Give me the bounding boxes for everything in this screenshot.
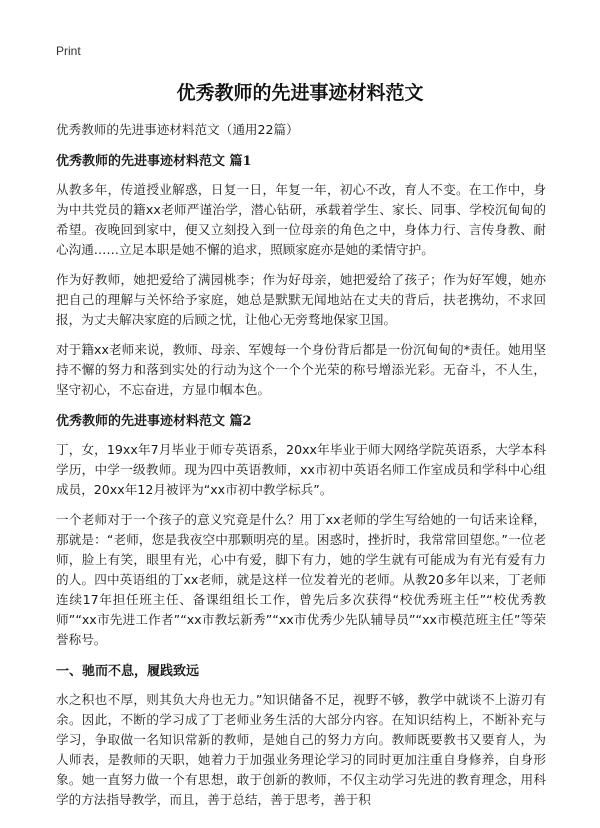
document-title: 优秀教师的先进事迹材料范文 [176,82,424,104]
paragraph: 水之积也不厚，则其负大舟也无力。”知识储备不足，视野不够，教学中就谈不上游刃有余。因此，不断的学习成了丁老师业务生活的大部分内容。在知识结构上，不断补充与学习，争取做一名知识常新的教师，是她自己的努力方向。教师既要教书又要育人，为人师表，是教师的天职，她着力于加强业务理论学习的同时更加注重自身修养，自身形象。她一直努力做一个有思想，敢于创新的教师，不仅主动学习先进的教育理念，用科学的方法指导教学，而且，善于总结，善于思考，善于积 [56,692,546,807]
section-heading-1: 优秀教师的先进事迹材料范文 篇1 [56,154,252,169]
section-heading-2: 优秀教师的先进事迹材料范文 篇2 [56,414,252,429]
paragraph: 对于籍xx老师来说，教师、母亲、军嫂每一个身份背后都是一份沉甸甸的*责任。她用坚持不懈的努力和落到实处的行动为这个一个个光荣的称号增添光彩。无奋斗，不人生，坚守初心，不忘奋进，方显巾帼本色。 [56,342,546,397]
section-heading-3: 一、驰而不息，履践致远 [56,664,200,679]
print-link[interactable]: Print [56,44,81,58]
paragraph: 丁，女，19xx年7月毕业于师专英语系，20xx年毕业于师大网络学院英语系，大学本科学历，中学一级教师。现为四中英语教师，xx市初中英语名师工作室成员和学科中心组成员，20xx年12月被评为“xx市初中教学标兵”。 [56,442,546,497]
document-body [56,120,546,820]
paragraph: 作为好教师，她把爱给了满园桃李；作为好母亲，她把爱给了孩子；作为好军嫂，她亦把自己的理解与关怀给予家庭，她总是默默无闻地站在丈夫的背后，扶老携幼，不求回报，为丈夫解决家庭的后顾之忧，让他心无旁骛地保家卫国。 [56,272,546,327]
document-subtitle: 优秀教师的先进事迹材料范文（通用22篇） [56,122,299,137]
paragraph: 一个老师对于一个孩子的意义究竟是什么？用丁xx老师的学生写给她的一句话来诠释，那就是：“老师，您是我夜空中那颗明亮的星。困惑时，挫折时，我常常回望您。”一位老师，脸上有笑，眼里有光，心中有爱，脚下有力，她的学生就有可能成为有光有爱有力的人。四中英语组的丁xx老师，就是这样一位发着光的老师。从教20多年以来，丁老师连续17年担任班主任、备课组组长工作，曾先后多次获得“校优秀班主任”“校优秀教师”“xx市先进工作者”“xx市教坛新秀”“xx市优秀少先队辅导员”“xx市模范班主任”等荣誉称号。 [56,512,546,647]
paragraph: 从教多年，传道授业解惑，日复一日，年复一年，初心不改，育人不变。在工作中，身为中共党员的籍xx老师严谨治学，潜心钻研，承载着学生、家长、同事、学校沉甸甸的希望。夜晚回到家中，便又立刻投入到一位母亲的角色之中，身体力行、言传身教、耐心沟通……立足本职是她不懈的追求，照顾家庭亦是她的柔情守护。 [56,182,546,257]
